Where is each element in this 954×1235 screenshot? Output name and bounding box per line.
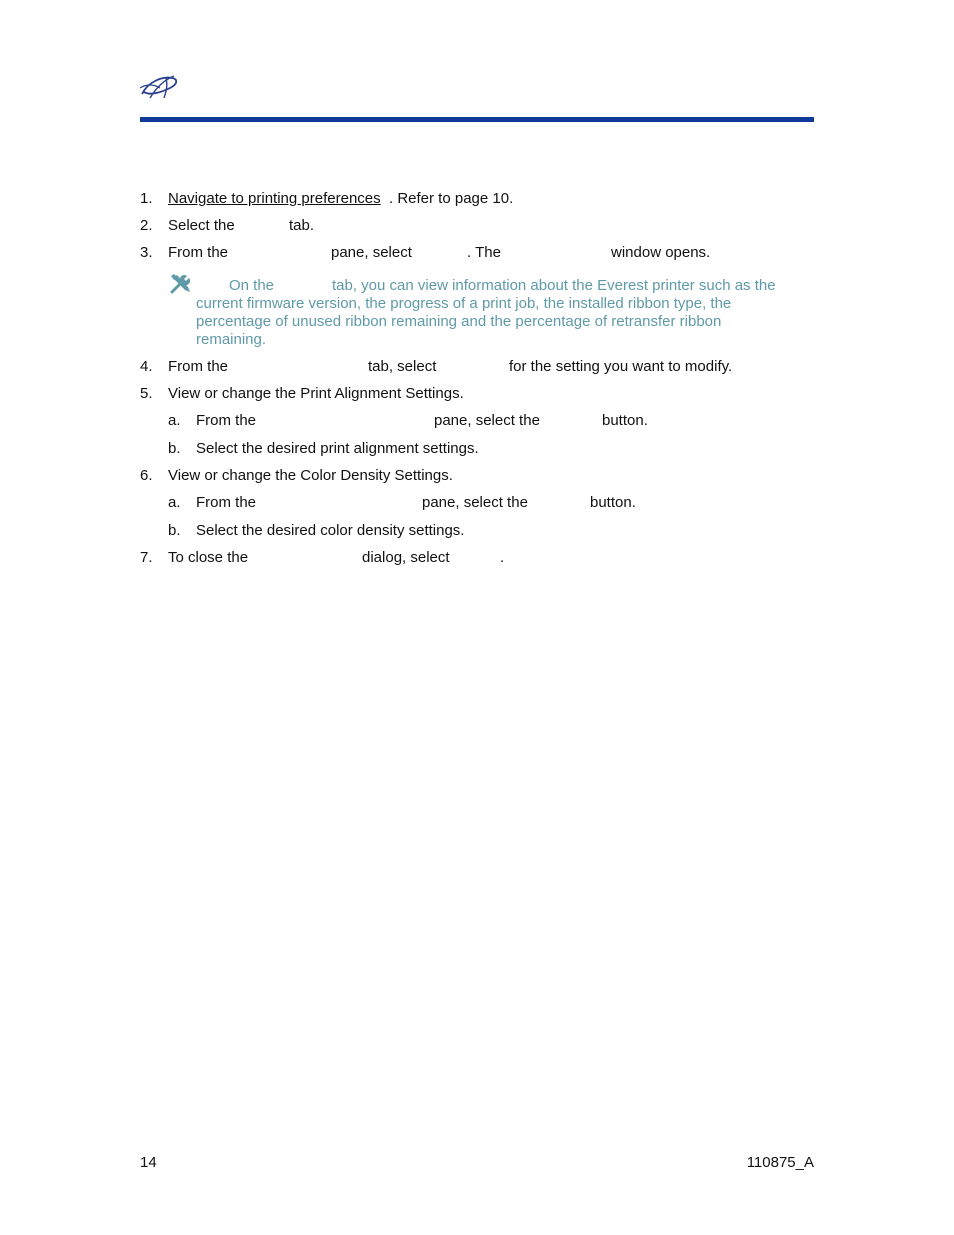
note-text: tab, you can view information about the Everest printer such as the — [332, 277, 776, 294]
document-id: 110875_A — [746, 1154, 814, 1171]
step-text: From the — [168, 358, 229, 375]
company-logo-icon — [138, 72, 180, 100]
step-text: Select the — [168, 217, 235, 234]
step-text: View or change the Print Alignment Settings. — [168, 385, 464, 402]
step-text: View or change the Color Density Settings. — [168, 467, 453, 484]
substep-text: From the — [196, 412, 257, 429]
step-number: 7. — [140, 549, 153, 566]
step-text: To close the — [168, 549, 249, 566]
substep-letter: b. — [168, 522, 181, 539]
note-text: On the — [229, 277, 275, 294]
substep-text: button. — [590, 494, 636, 511]
step-text: window opens. — [611, 244, 711, 261]
note-text: remaining. — [196, 331, 267, 348]
substep-letter: a. — [168, 494, 181, 511]
substep-text: pane, select the — [434, 412, 540, 429]
note-text: percentage of unused ribbon remaining and the percentage of retransfer ribbon — [196, 313, 722, 330]
step-text: From the — [168, 244, 229, 261]
step-text: tab. — [289, 217, 315, 234]
step-text: dialog, select — [362, 549, 450, 566]
substep-text: Select the desired print alignment settings. — [196, 440, 479, 457]
note-text: current firmware version, the progress of a print job, the installed ribbon type, the — [196, 295, 732, 312]
step-text: pane, select — [331, 244, 412, 261]
step-number: 6. — [140, 467, 153, 484]
step-number: 5. — [140, 385, 153, 402]
header-rule — [140, 117, 814, 122]
step-number: 2. — [140, 217, 153, 234]
substep-text: button. — [602, 412, 648, 429]
substep-text: From the — [196, 494, 257, 511]
step-number: 1. — [140, 190, 153, 207]
page-number: 14 — [140, 1154, 157, 1171]
step-number: 3. — [140, 244, 153, 261]
substep-text: Select the desired color density settings. — [196, 522, 465, 539]
substep-letter: a. — [168, 412, 181, 429]
step-text: . Refer to page 10. — [389, 190, 514, 207]
tools-icon — [169, 273, 193, 295]
substep-letter: b. — [168, 440, 181, 457]
step-text: . — [500, 549, 505, 566]
step-number: 4. — [140, 358, 153, 375]
substep-text: pane, select the — [422, 494, 528, 511]
step-text: . The — [467, 244, 501, 261]
step-text: tab, select — [368, 358, 437, 375]
printing-preferences-link[interactable]: Navigate to printing preferences — [168, 190, 381, 207]
step-text: for the setting you want to modify. — [509, 358, 733, 375]
